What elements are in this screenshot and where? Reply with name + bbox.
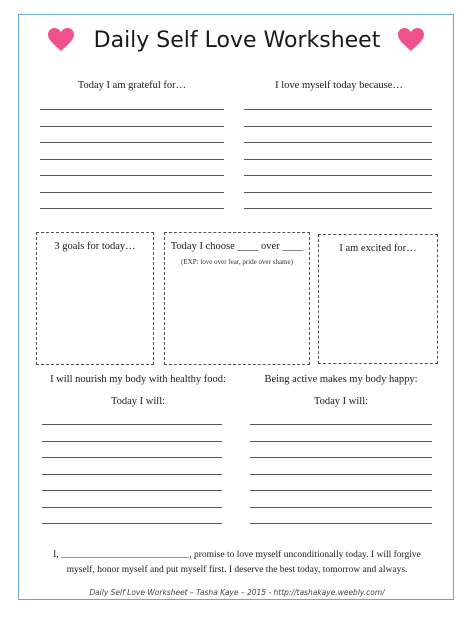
- pledge-line-1: I, ___________________________, promise to love myself unconditionally today. I will forgive: [53, 550, 421, 560]
- page-title: Daily Self Love Worksheet: [93, 28, 381, 53]
- pledge-line-2: myself, honor myself and put myself first. I deserve the best today, tomorrow and always.: [66, 565, 408, 575]
- footer-credit: Daily Self Love Worksheet – Tasha Kaye – 2015 - http://tashakaye.weebly.com/: [89, 588, 385, 597]
- grateful-heading: Today I am grateful for…: [77, 80, 187, 91]
- grateful-lines: [40, 109, 224, 225]
- love-myself-heading: I love myself today because…: [275, 80, 403, 91]
- heart-icon-right: [398, 28, 424, 52]
- choose-example: (EXP: love over fear, pride over shame): [181, 258, 293, 266]
- excited-box: [318, 234, 438, 364]
- goals-label: 3 goals for today…: [54, 241, 136, 252]
- choose-box: [164, 232, 310, 365]
- choose-label: Today I choose ____ over ____: [170, 241, 304, 252]
- pledge-text: [40, 548, 434, 578]
- excited-label: I am excited for…: [339, 243, 417, 254]
- nourish-lines: [42, 424, 222, 540]
- active-today-label: Today I will:: [313, 396, 369, 407]
- nourish-heading: I will nourish my body with healthy food:: [50, 374, 226, 385]
- active-lines: [250, 424, 432, 540]
- active-heading: Being active makes my body happy:: [264, 374, 418, 385]
- love-myself-lines: [244, 109, 432, 225]
- nourish-today-label: Today I will:: [110, 396, 166, 407]
- goals-box: [36, 232, 154, 365]
